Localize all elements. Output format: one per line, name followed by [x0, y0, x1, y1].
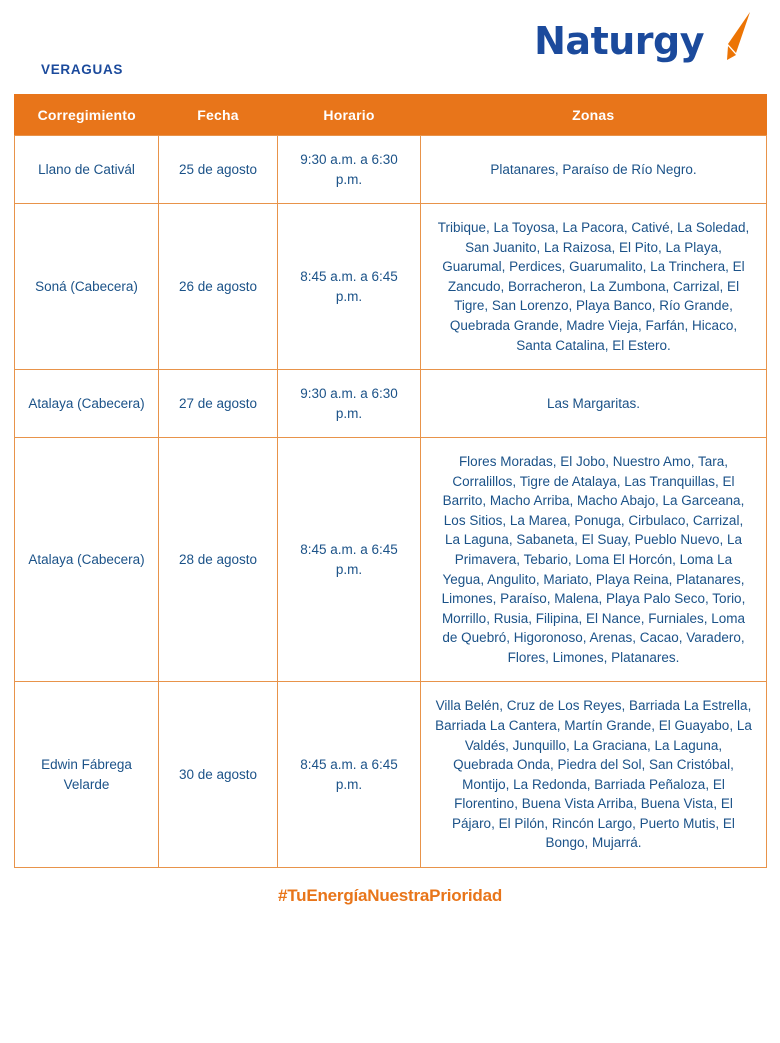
cell-fecha: 27 de agosto [159, 370, 278, 438]
column-header-corregimiento: Corregimiento [15, 95, 159, 136]
cell-zonas: Tribique, La Toyosa, La Pacora, Cativé, La Soledad, San Juanito, La Raizosa, El Pito, La Playa, Guarumal, Perdices, Guarumalito, La Trinchera, El Zancudo, Borracheron, La Zumbona, Carrizal, El Tigre, San Lorenzo, Playa Banco, Río Grande, Quebrada Grande, Madre Vieja, Farfán, Hicaco, Santa Catalina, El Estero. [421, 204, 767, 370]
cell-zonas: Flores Moradas, El Jobo, Nuestro Amo, Tara, Corralillos, Tigre de Atalaya, Las Tranquillas, El Barrito, Macho Arriba, Macho Abajo, La Garceana, Los Sitios, La Marea, Ponuga, Cirbulaco, Carrizal, La Laguna, Sabaneta, El Suay, Pueblo Nuevo, La Primavera, Tebario, Loma El Horcón, Loma La Yegua, Angulito, Mariato, Playa Reina, Platanares, Limones, Paraíso, Malena, Playa Palo Seco, Torio, Morrillo, Rusia, Filipina, El Nance, Furniales, Loma de Quebró, Higoronoso, Arenas, Cacao, Varadero, Flores, Limones, Platanares. [421, 438, 767, 682]
schedule-table-wrapper [0, 94, 780, 868]
cell-corregimiento: Atalaya (Cabecera) [15, 438, 159, 682]
table-row [15, 370, 767, 438]
column-header-fecha: Fecha [159, 95, 278, 136]
table-header-row [15, 95, 767, 136]
table-row [15, 204, 767, 370]
cell-horario: 9:30 a.m. a 6:30 p.m. [278, 370, 421, 438]
cell-zonas: Villa Belén, Cruz de Los Reyes, Barriada La Estrella, Barriada La Cantera, Martín Grande, El Guayabo, La Valdés, Junquillo, La Graciana, La Laguna, Quebrada Onda, Piedra del Sol, San Cristóbal, Montijo, La Redonda, Barriada Peñaloza, El Florentino, Buena Vista Arriba, Buena Vista, El Pájaro, El Pilón, Rincón Largo, Puerto Mutis, El Bongo, Mujarrá. [421, 682, 767, 868]
cell-zonas: Platanares, Paraíso de Río Negro. [421, 136, 767, 204]
cell-horario: 8:45 a.m. a 6:45 p.m. [278, 438, 421, 682]
cell-horario: 8:45 a.m. a 6:45 p.m. [278, 204, 421, 370]
table-row [15, 438, 767, 682]
cell-corregimiento: Soná (Cabecera) [15, 204, 159, 370]
table-row [15, 682, 767, 868]
cell-zonas: Las Margaritas. [421, 370, 767, 438]
cell-fecha: 30 de agosto [159, 682, 278, 868]
cell-fecha: 28 de agosto [159, 438, 278, 682]
cell-corregimiento: Llano de Cativál [15, 136, 159, 204]
table-head [15, 95, 767, 136]
page-header [0, 0, 780, 94]
cell-corregimiento: Atalaya (Cabecera) [15, 370, 159, 438]
naturgy-logo [534, 19, 752, 67]
naturgy-flame-icon [706, 10, 752, 67]
brand-wordmark: Naturgy [534, 19, 704, 63]
cell-fecha: 25 de agosto [159, 136, 278, 204]
schedule-table [14, 94, 767, 868]
page-title: VERAGUAS [41, 62, 124, 77]
cell-corregimiento: Edwin Fábrega Velarde [15, 682, 159, 868]
column-header-zonas: Zonas [421, 95, 767, 136]
page-footer [0, 868, 780, 906]
table-body [15, 136, 767, 868]
cell-horario: 8:45 a.m. a 6:45 p.m. [278, 682, 421, 868]
table-row [15, 136, 767, 204]
cell-fecha: 26 de agosto [159, 204, 278, 370]
campaign-hashtag: #TuEnergíaNuestraPrioridad [277, 885, 503, 905]
cell-horario: 9:30 a.m. a 6:30 p.m. [278, 136, 421, 204]
column-header-horario: Horario [278, 95, 421, 136]
